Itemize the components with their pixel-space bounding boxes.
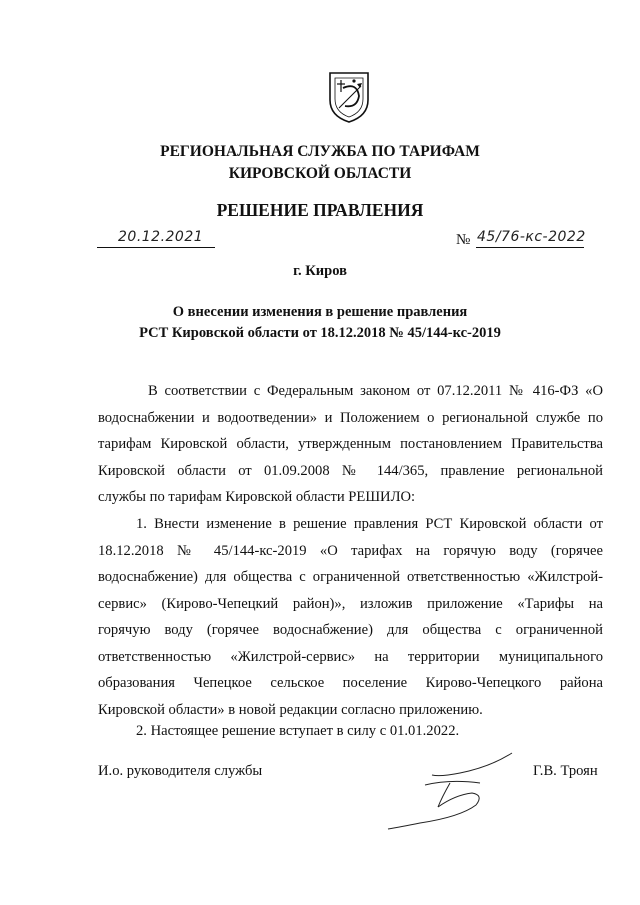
item-1-line: горячую воду (горячее водоснабжение) для общества с ограниченной — [98, 622, 603, 638]
preamble-line: водоснабжении и водоотведении» и Положением о региональной службе по — [98, 409, 603, 426]
signatory-position: И.о. руководителя службы — [98, 763, 263, 779]
item-1-line: сервис» (Кирово-Чепецкий район)», изложив приложение «Тарифы на — [98, 595, 603, 612]
organization-name-line1: РЕГИОНАЛЬНАЯ СЛУЖБА ПО ТАРИФАМ — [160, 143, 480, 160]
item-1-line: ответственностью «Жилстрой-сервис» на территории муниципального — [98, 648, 603, 665]
document-number-label: № — [456, 232, 471, 248]
subject-line1: О внесении изменения в решение правления — [172, 304, 468, 320]
document-type-title: РЕШЕНИЕ ПРАВЛЕНИЯ — [216, 200, 424, 220]
item-1-line: Кировской области» в новой редакции согласно приложению. — [98, 701, 483, 718]
organization-name-line2: КИРОВСКОЙ ОБЛАСТИ — [228, 165, 412, 182]
number-underline — [476, 247, 584, 248]
item-1-paragraph — [98, 511, 603, 723]
preamble-paragraph — [98, 378, 603, 511]
signatory-name: Г.В. Троян — [533, 763, 598, 779]
document-number: 45/76-кс-2022 — [477, 229, 586, 245]
city: г. Киров — [293, 263, 347, 279]
item-1-line: образования Чепецкое сельское поселение Кирово-Чепецкого района — [98, 675, 603, 691]
item-1-line: водоснабжение) для общества с ограниченной ответственностью «Жилстрой- — [98, 569, 603, 585]
item-1-line: 1. Внести изменение в решение правления РСТ Кировской области от — [136, 516, 603, 532]
item-2-paragraph: 2. Настоящее решение вступает в силу с 01.01.2022. — [136, 723, 460, 739]
preamble-line: В соответствии с Федеральным законом от 07.12.2011 № 416-ФЗ «О — [148, 383, 603, 399]
handwritten-signature — [380, 745, 530, 835]
subject-line2: РСТ Кировской области от 18.12.2018 № 45/144-кс-2019 — [139, 325, 501, 341]
preamble-line: службы по тарифам Кировской области РЕШИЛО: — [98, 489, 416, 505]
kirov-coat-of-arms-icon — [327, 70, 371, 124]
date-underline — [97, 247, 215, 248]
document-date: 20.12.2021 — [118, 229, 204, 245]
preamble-line: тарифам Кировской области, утвержденным постановлением Правительства — [98, 436, 603, 452]
item-1-line: 18.12.2018 № 45/144-кс-2019 «О тарифах на горячую воду (горячее — [98, 542, 603, 559]
preamble-line: Кировской области от 01.09.2008 № 144/365, правление региональной — [98, 462, 603, 479]
